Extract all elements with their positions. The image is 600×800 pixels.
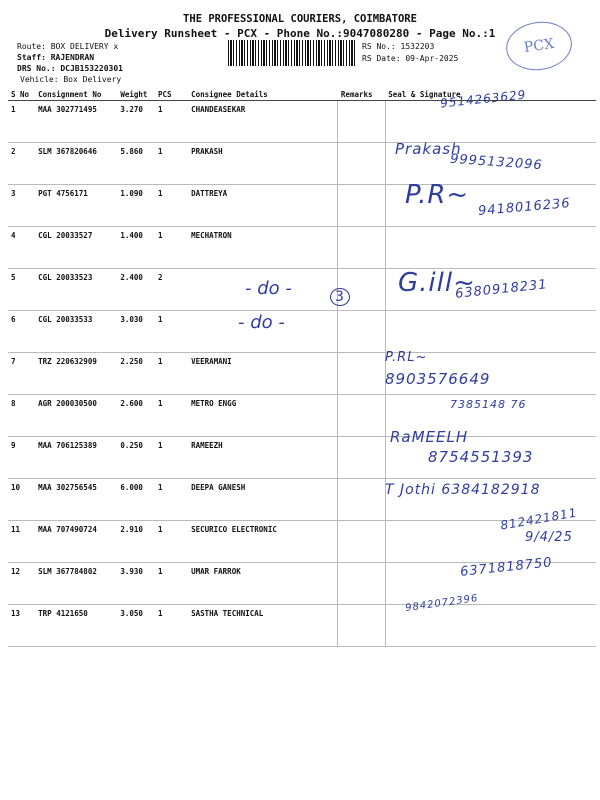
staff-line xyxy=(17,53,94,62)
staff-value: RAJENDRAN xyxy=(50,53,95,62)
cell-weight: 6.000 xyxy=(117,479,155,521)
cell-pcs: 1 xyxy=(155,395,188,437)
cell-sno: 13 xyxy=(8,605,35,647)
cell-sno: 11 xyxy=(8,521,35,563)
vehicle-line xyxy=(20,75,121,84)
cell-consignment-no: TRZ 220632909 xyxy=(35,353,117,395)
signature-9-name: RaMEELH xyxy=(390,428,469,446)
table-row xyxy=(8,311,596,353)
cell-sno: 6 xyxy=(8,311,35,353)
drs-value: DCJB153220301 xyxy=(60,64,123,73)
cell-consignee-name: UMAR FARROK xyxy=(188,563,338,605)
cell-pcs: 1 xyxy=(155,227,188,269)
cell-sno: 10 xyxy=(8,479,35,521)
cell-consignee-name: MECHATRON xyxy=(188,227,338,269)
cell-consignment-no: AGR 200030500 xyxy=(35,395,117,437)
cell-weight: 2.910 xyxy=(117,521,155,563)
cell-pcs: 1 xyxy=(155,521,188,563)
cell-consignee-name: VEERAMANI xyxy=(188,353,338,395)
cell-remarks xyxy=(338,395,385,437)
staff-label: Staff: xyxy=(17,53,46,62)
cell-pcs: 1 xyxy=(155,563,188,605)
header-remarks: Remarks xyxy=(338,88,385,101)
cell-remarks xyxy=(338,311,385,353)
pcx-stamp: PCX xyxy=(503,18,575,75)
cell-consignment-no: SLM 367784802 xyxy=(35,563,117,605)
cell-remarks xyxy=(338,353,385,395)
cell-sno: 9 xyxy=(8,437,35,479)
signature-10: T Jothi 6384182918 xyxy=(385,482,541,498)
cell-pcs: 1 xyxy=(155,479,188,521)
cell-consignee-name: RAMEEZH xyxy=(188,437,338,479)
cell-pcs: 1 xyxy=(155,101,188,143)
cell-pcs: 1 xyxy=(155,605,188,647)
signature-7-mark: P.RL~ xyxy=(385,350,428,365)
cell-weight: 3.930 xyxy=(117,563,155,605)
signature-3-phone: 9418016236 xyxy=(477,195,572,220)
rs-no-label: RS No.: xyxy=(362,42,396,51)
route-label: Route: xyxy=(17,42,46,51)
cell-weight: 3.030 xyxy=(117,311,155,353)
signature-9-phone: 8754551393 xyxy=(428,448,534,466)
table-row xyxy=(8,353,596,395)
cell-consignment-no: MAA 706125389 xyxy=(35,437,117,479)
signature-11-phone: 812421811 xyxy=(499,505,579,533)
cell-weight: 3.270 xyxy=(117,101,155,143)
route-line xyxy=(17,42,118,51)
cell-remarks xyxy=(338,185,385,227)
cell-remarks xyxy=(338,479,385,521)
signature-1: 9514263629 xyxy=(439,87,527,111)
table-row xyxy=(8,101,596,143)
cell-sno: 1 xyxy=(8,101,35,143)
cell-sno: 7 xyxy=(8,353,35,395)
ditto-mark-6: - do - xyxy=(238,312,285,333)
rs-date-line xyxy=(362,54,458,63)
cell-consignment-no: PGT 4756171 xyxy=(35,185,117,227)
cell-pcs: 2 xyxy=(155,269,188,311)
cell-consignee-name: PRAKASH xyxy=(188,143,338,185)
signature-5-mark: G.ill~ xyxy=(398,268,476,298)
signature-8-phone: 7385148 76 xyxy=(450,398,527,411)
cell-remarks xyxy=(338,437,385,479)
signature-11-date: 9/4/25 xyxy=(525,530,573,545)
cell-pcs: 1 xyxy=(155,143,188,185)
cell-consignment-no: CGL 20033527 xyxy=(35,227,117,269)
table-row xyxy=(8,227,596,269)
signature-12-phone: 6371818750 xyxy=(459,555,554,580)
cell-sno: 12 xyxy=(8,563,35,605)
cell-remarks xyxy=(338,227,385,269)
cell-sno: 3 xyxy=(8,185,35,227)
cell-consignee-name: DATTREYA xyxy=(188,185,338,227)
route-value: BOX DELIVERY x xyxy=(50,42,119,51)
signature-5-phone: 6380918231 xyxy=(454,277,549,302)
cell-sno: 4 xyxy=(8,227,35,269)
signature-3-mark: P.R~ xyxy=(405,180,470,210)
header-pcs: PCS xyxy=(155,88,188,101)
cell-signature xyxy=(385,311,596,353)
signature-2-phone: 9995132096 xyxy=(449,151,544,174)
cell-pcs: 1 xyxy=(155,311,188,353)
cell-signature xyxy=(385,101,596,143)
ditto-mark-5: - do - xyxy=(245,278,292,299)
cell-remarks xyxy=(338,521,385,563)
cell-sno: 2 xyxy=(8,143,35,185)
rs-date-label: RS Date: xyxy=(362,54,401,63)
table-row xyxy=(8,605,596,647)
cell-consignee-name: SECURICO ELECTRONIC xyxy=(188,521,338,563)
barcode xyxy=(228,40,356,66)
cell-remarks xyxy=(338,101,385,143)
header-consignee-details: Consignee Details xyxy=(188,88,338,101)
header-seal-signature: Seal & Signature xyxy=(385,88,596,101)
rs-no-value: 1532203 xyxy=(400,42,435,51)
rs-date-value: 09-Apr-2025 xyxy=(405,54,459,63)
cell-consignment-no: TRP 4121650 xyxy=(35,605,117,647)
cell-remarks xyxy=(338,143,385,185)
cell-consignment-no: CGL 20033523 xyxy=(35,269,117,311)
signature-2-name: Prakash xyxy=(395,140,462,158)
cell-sno: 5 xyxy=(8,269,35,311)
cell-remarks xyxy=(338,563,385,605)
cell-remarks xyxy=(338,605,385,647)
header-sno: S No xyxy=(8,88,35,101)
runsheet-subtitle: Delivery Runsheet - PCX - Phone No.:9047080280 - Page No.:1 xyxy=(104,27,496,40)
cell-consignee-name: METRO ENGG xyxy=(188,395,338,437)
cell-pcs: 1 xyxy=(155,437,188,479)
vehicle-value: Box Delivery xyxy=(63,75,122,84)
drs-label: DRS No.: xyxy=(17,64,56,73)
ditto-count-circle: 3 xyxy=(330,288,350,306)
cell-weight: 0.250 xyxy=(117,437,155,479)
cell-consignee-name: DEEPA GANESH xyxy=(188,479,338,521)
drs-line xyxy=(17,64,123,73)
cell-consignee-name: SASTHA TECHNICAL xyxy=(188,605,338,647)
rs-no-line xyxy=(362,42,434,51)
cell-signature xyxy=(385,227,596,269)
signature-7-phone: 8903576649 xyxy=(385,370,491,388)
cell-weight: 1.400 xyxy=(117,227,155,269)
cell-consignment-no: MAA 302756545 xyxy=(35,479,117,521)
header-weight: Weight xyxy=(117,88,155,101)
cell-weight: 5.860 xyxy=(117,143,155,185)
cell-weight: 1.090 xyxy=(117,185,155,227)
cell-consignee-name: CHANDEASEKAR xyxy=(188,101,338,143)
cell-weight: 3.050 xyxy=(117,605,155,647)
vehicle-label: Vehicle: xyxy=(20,75,59,84)
cell-consignment-no: SLM 367820646 xyxy=(35,143,117,185)
cell-consignment-no: CGL 20033533 xyxy=(35,311,117,353)
cell-sno: 8 xyxy=(8,395,35,437)
company-title: THE PROFESSIONAL COURIERS, COIMBATORE xyxy=(183,13,417,25)
header-consignment-no: Consignment No xyxy=(35,88,117,101)
cell-weight: 2.600 xyxy=(117,395,155,437)
signature-13-phone: 9842072396 xyxy=(404,592,480,615)
cell-weight: 2.400 xyxy=(117,269,155,311)
cell-consignment-no: MAA 302771495 xyxy=(35,101,117,143)
cell-pcs: 1 xyxy=(155,353,188,395)
cell-pcs: 1 xyxy=(155,185,188,227)
cell-weight: 2.250 xyxy=(117,353,155,395)
cell-consignment-no: MAA 707490724 xyxy=(35,521,117,563)
